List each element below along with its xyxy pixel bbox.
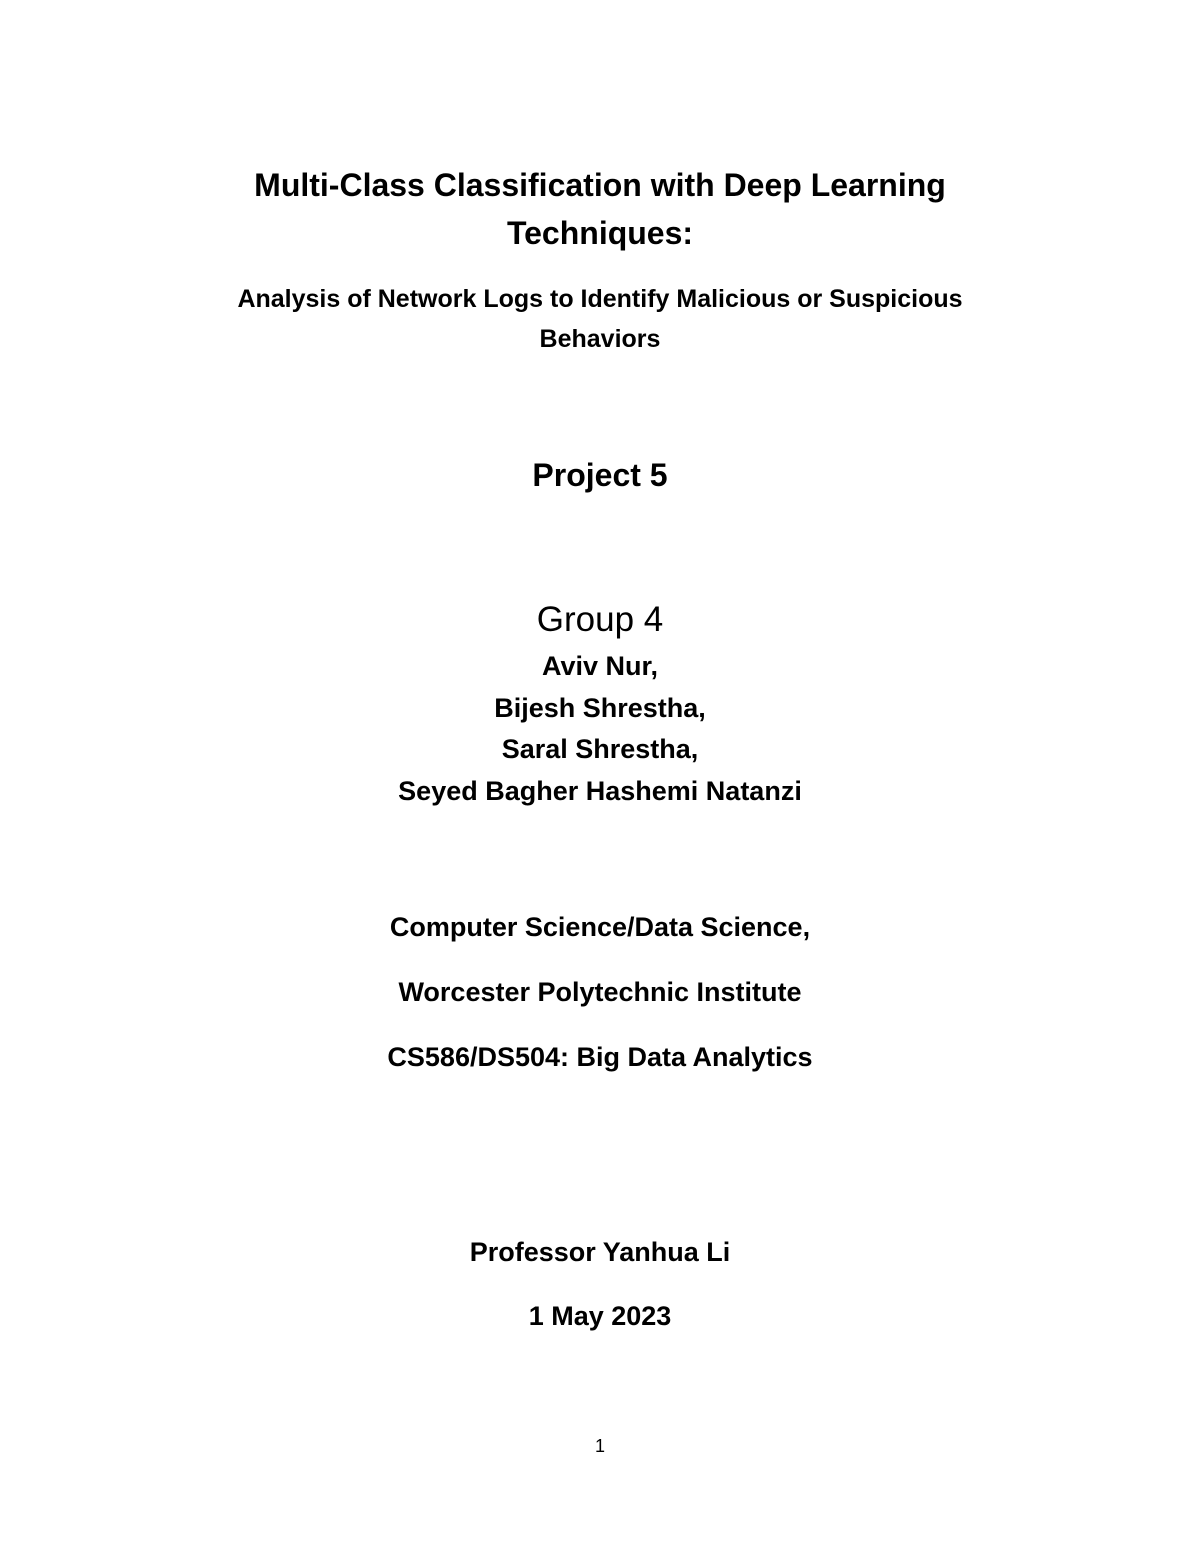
professor: Professor Yanhua Li	[469, 1237, 731, 1267]
author-name: Seyed Bagher Hashemi Natanzi	[398, 776, 802, 806]
subtitle-line-2: Behaviors	[539, 325, 661, 353]
department: Computer Science/Data Science,	[389, 912, 811, 942]
author-name: Aviv Nur,	[541, 651, 659, 681]
title-line-1: Multi-Class Classification with Deep Learning	[254, 167, 946, 203]
page-number: 1	[594, 1436, 605, 1456]
author-name: Bijesh Shrestha,	[494, 693, 706, 723]
group-label: Group 4	[536, 600, 664, 639]
subtitle-line-1: Analysis of Network Logs to Identify Malicious or Suspicious	[237, 285, 963, 313]
date: 1 May 2023	[528, 1301, 672, 1331]
author-name: Saral Shrestha,	[501, 734, 699, 764]
title-line-2: Techniques:	[506, 215, 694, 251]
project-label: Project 5	[532, 457, 668, 493]
institution: Worcester Polytechnic Institute	[398, 977, 802, 1007]
course: CS586/DS504: Big Data Analytics	[387, 1042, 813, 1072]
